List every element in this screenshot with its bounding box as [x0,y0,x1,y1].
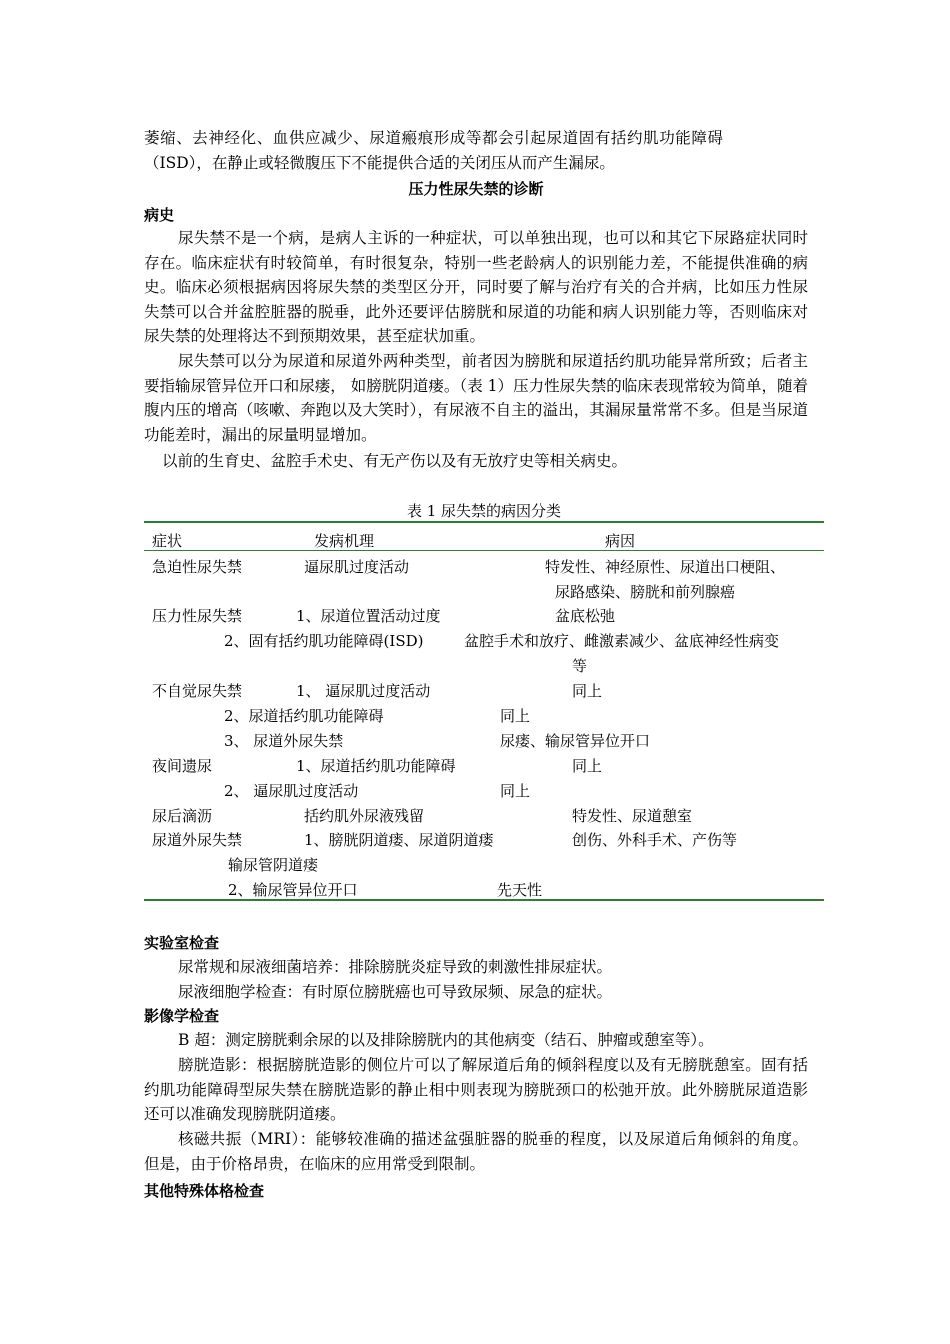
table-cell-mechanism: 输尿管阴道瘘 [228,856,319,874]
table-cell-cause: 同上 [572,682,603,700]
table-cell-symptom: 急迫性尿失禁 [152,558,243,576]
imaging-paragraph-2: 膀胱造影：根据膀胱造影的侧位片可以了解尿道后角的倾斜程度以及有无膀胱憩室。固有括约肌功能障碍型尿失禁在膀胱造影的静止相中则表现为膀胱颈口的松弛开放。此外膀胱尿道造影还可以准确发现膀胱阴道瘘。 [144,1056,808,1123]
table-cell-cause: 盆腔手术和放疗、雌激素减少、盆底神经性病变 [464,632,780,650]
table-cell-symptom: 尿道外尿失禁 [152,831,243,849]
table-cell-cause: 尿瘘、输尿管异位开口 [500,732,651,750]
table-cell-cause: 同上 [572,757,603,775]
lab-paragraph-2: 尿液细胞学检查：有时原位膀胱癌也可导致尿频、尿急的症状。 [178,983,613,1001]
history-heading: 病史 [144,206,175,224]
table-cell-cause: 特发性、神经原性、尿道出口梗阻、 [545,558,786,576]
intro-line-2: （ISD），在静止或轻微腹压下不能提供合适的关闭压从而产生漏尿。 [144,154,615,172]
table-header-symptom: 症状 [152,532,183,550]
table-header-rule [144,550,824,551]
table-cell-cause: 尿路感染、膀胱和前列腺癌 [555,583,736,601]
table-cell-mechanism: 2、输尿管异位开口 [228,881,358,899]
table-caption: 表 1 尿失禁的病因分类 [406,502,562,520]
table-cell-cause: 同上 [500,707,531,725]
table-cell-symptom: 不自觉尿失禁 [152,682,243,700]
table-cell-mechanism: 2、尿道括约肌功能障碍 [224,707,384,725]
table-cell-symptom: 压力性尿失禁 [152,607,243,625]
table-cell-cause: 创伤、外科手术、产伤等 [572,831,738,849]
table-cell-symptom: 夜间遗尿 [152,757,213,775]
table-header-mechanism: 发病机理 [314,532,375,550]
imaging-paragraph-3: 核磁共振（MRI）：能够较准确的描述盆强脏器的脱垂的程度，以及尿道后角倾斜的角度。但是，由于价格昂贵，在临床的应用常受到限制。 [144,1130,808,1173]
table-cell-cause: 等 [572,657,588,675]
table-cell-mechanism: 1、膀胱阴道瘘、尿道阴道瘘 [304,831,494,849]
table-cell-mechanism: 3、 尿道外尿失禁 [224,732,344,750]
table-cell-mechanism: 1、 逼尿肌过度活动 [296,682,431,700]
table-cell-cause: 先天性 [497,881,543,899]
lab-heading: 实验室检查 [144,934,220,952]
table-cell-symptom: 尿后滴沥 [152,807,213,825]
table-cell-cause: 特发性、尿道憩室 [572,807,693,825]
table-cell-mechanism: 括约肌外尿液残留 [304,807,425,825]
table-bottom-rule [144,899,824,901]
imaging-heading: 影像学检查 [144,1007,220,1025]
table-top-rule [144,521,824,523]
intro-line-1: 萎缩、去神经化、血供应减少、尿道瘢痕形成等都会引起尿道固有括约肌功能障碍 [144,129,724,147]
table-header-cause: 病因 [605,532,636,550]
imaging-paragraph-1: B 超：测定膀胱剩余尿的以及排除膀胱内的其他病变（结石、肿瘤或憩室等）。 [178,1031,714,1049]
table-cell-mechanism: 1、尿道位置活动过度 [296,607,441,625]
table-cell-cause: 盆底松弛 [555,607,616,625]
table-cell-mechanism: 2、 逼尿肌过度活动 [224,782,359,800]
other-exam-heading: 其他特殊体格检查 [144,1182,265,1200]
history-paragraph-1: 尿失禁不是一个病，是病人主诉的一种症状，可以单独出现，也可以和其它下尿路症状同时存在。临床症状有时较简单，有时很复杂，特别一些老龄病人的识别能力差，不能提供准确的病史。临床必须根据病因将尿失禁的类型区分开，同时要了解与治疗有关的合并病，比如压力性尿失禁可以合并盆腔脏器的脱垂，此外还要评估膀胱和尿道的功能和病人识别能力等，否则临床对尿失禁的处理将达不到预期效果，甚至症状加重。 [144,229,808,345]
table-cell-mechanism: 1、尿道括约肌功能障碍 [296,757,456,775]
section-title: 压力性尿失禁的诊断 [408,180,544,198]
history-paragraph-2: 尿失禁可以分为尿道和尿道外两种类型，前者因为膀胱和尿道括约肌功能异常所致；后者主要指输尿管异位开口和尿瘘， 如膀胱阴道瘘。（表 1）压力性尿失禁的临床表现常较为简单，随着腹内压的增高（咳嗽、奔跑以及大笑时），有尿液不自主的溢出，其漏尿量常常不多。但是当尿道功能差时，漏出的尿量明显增加。 [144,352,808,444]
lab-paragraph-1: 尿常规和尿液细菌培养：排除膀胱炎症导致的刺激性排尿症状。 [178,958,613,976]
table-cell-mechanism: 2、固有括约肌功能障碍(ISD) [224,632,424,650]
table-cell-mechanism: 逼尿肌过度活动 [304,558,410,576]
table-cell-cause: 同上 [500,782,531,800]
history-paragraph-3: 以前的生育史、盆腔手术史、有无产伤以及有无放疗史等相关病史。 [162,452,628,470]
